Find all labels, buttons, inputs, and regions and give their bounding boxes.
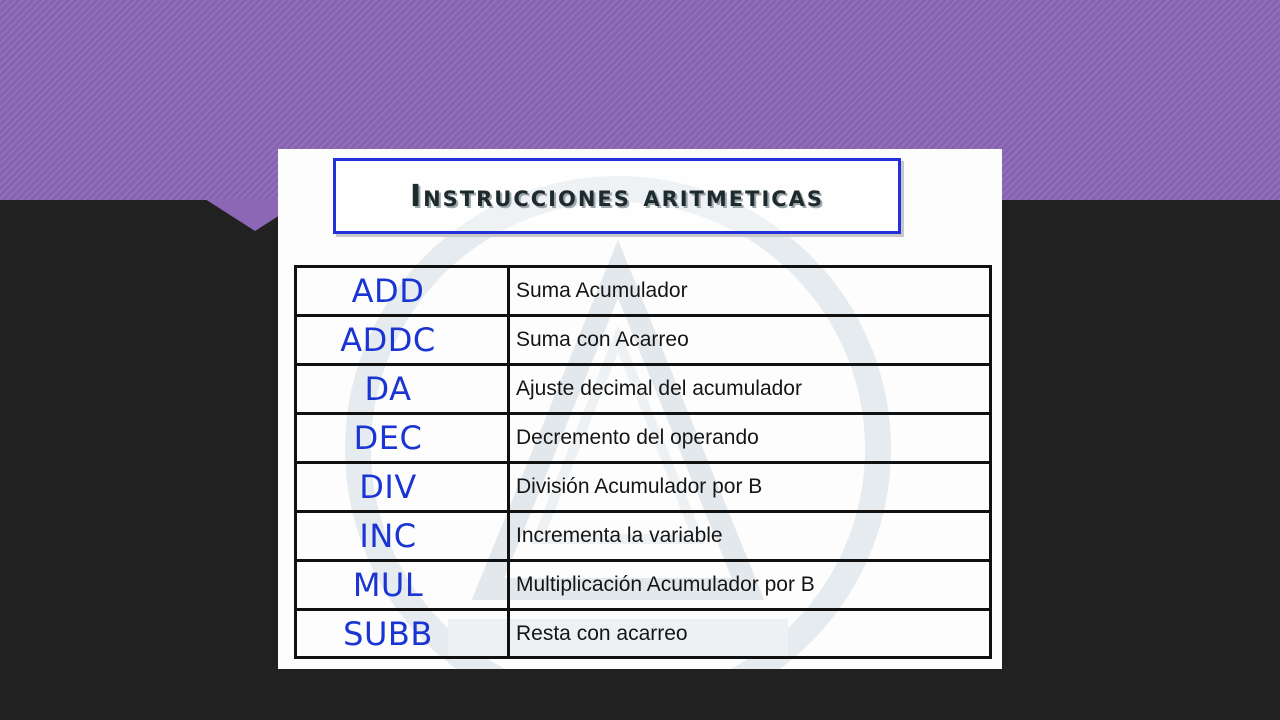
title-box <box>333 158 901 234</box>
instruction-description: Suma Acumulador <box>516 279 688 302</box>
table-row <box>297 317 989 366</box>
instruction-mnemonic: DA <box>364 370 412 408</box>
column-separator <box>507 268 510 656</box>
table-row <box>297 268 989 317</box>
instruction-mnemonic: DIV <box>359 468 417 506</box>
instruction-description: Multiplicación Acumulador por B <box>516 573 815 596</box>
instruction-mnemonic: MUL <box>352 566 424 604</box>
instruction-description: Incrementa la variable <box>516 524 723 547</box>
instruction-mnemonic: DEC <box>353 419 423 457</box>
slide-title: Instrucciones aritmeticas <box>409 178 825 214</box>
instruction-mnemonic: SUBB <box>343 615 433 653</box>
instruction-description: Decremento del operando <box>516 426 759 449</box>
table-row <box>297 366 989 415</box>
instruction-description: División Acumulador por B <box>516 475 763 498</box>
table-row <box>297 562 989 611</box>
instruction-mnemonic: ADD <box>351 272 425 310</box>
instruction-description: Suma con Acarreo <box>516 328 689 351</box>
table-row <box>297 611 989 660</box>
table-row <box>297 513 989 562</box>
table-row <box>297 415 989 464</box>
instruction-table <box>294 265 992 659</box>
instruction-description: Ajuste decimal del acumulador <box>516 377 802 400</box>
instruction-mnemonic: ADDC <box>340 321 436 359</box>
slide-image <box>278 149 1002 669</box>
instruction-description: Resta con acarreo <box>516 622 688 645</box>
table-row <box>297 464 989 513</box>
instruction-mnemonic: INC <box>359 517 417 555</box>
